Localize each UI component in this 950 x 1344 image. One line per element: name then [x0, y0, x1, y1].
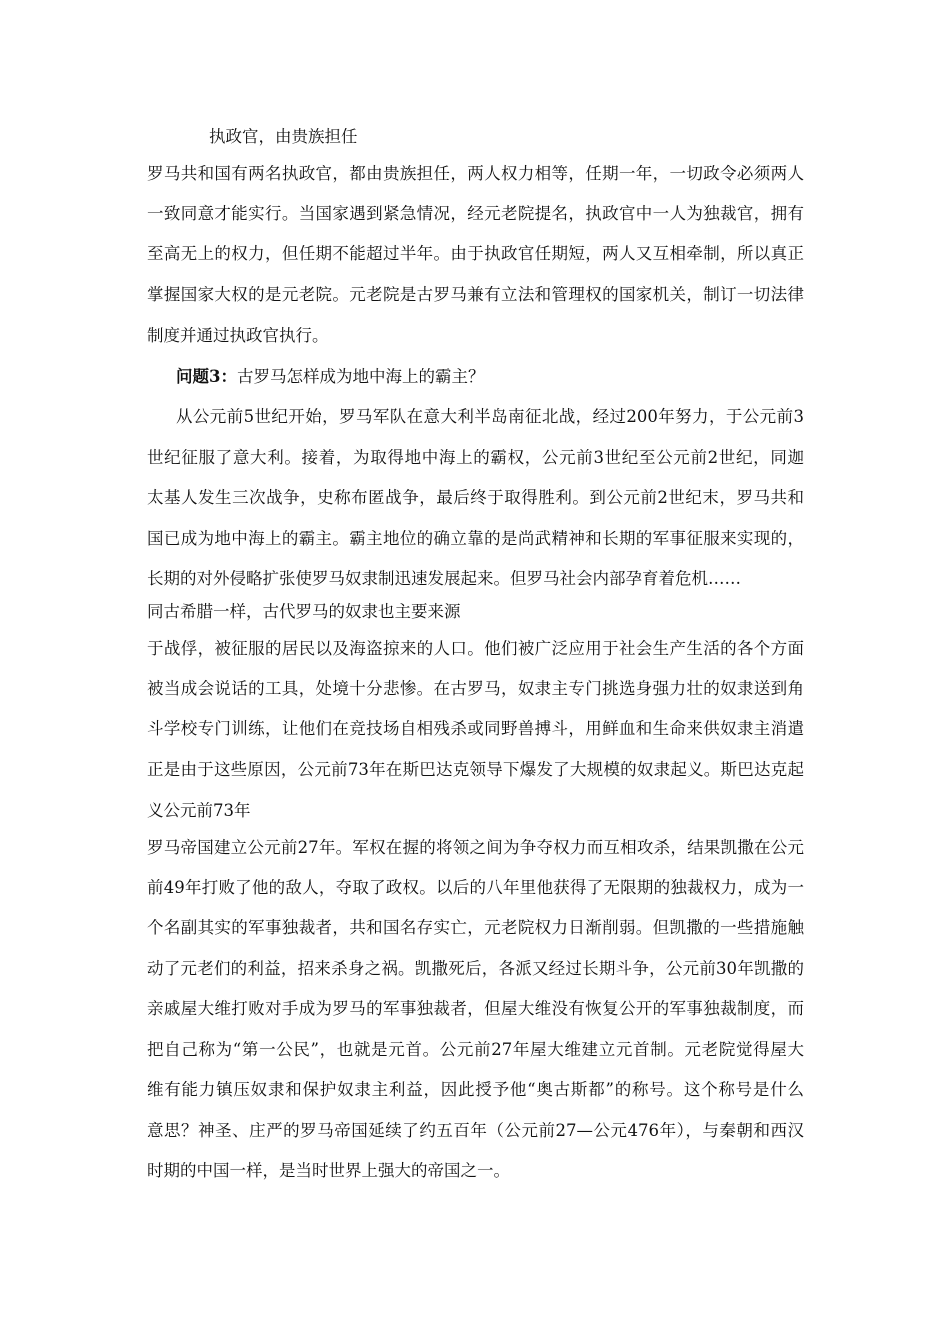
paragraph-line: 至高无上的权力，但任期不能超过半年。由于执政官任期短，两人又互相牵制，所以真正 [147, 244, 804, 263]
paragraph-line: 从公元前5世纪开始，罗马军队在意大利半岛南征北战，经过200年努力，于公元前3 [176, 407, 804, 426]
paragraph-line: 个名副其实的军事独裁者，共和国名存实亡，元老院权力日渐削弱。但凯撒的一些措施触 [147, 918, 804, 937]
paragraph-line: 维有能力镇压奴隶和保护奴隶主利益，因此授予他“奥古斯都”的称号。这个称号是什么 [147, 1080, 804, 1099]
paragraph-line: 罗马帝国建立公元前27年。军权在握的将领之间为争夺权力而互相攻杀，结果凯撒在公元 [147, 838, 804, 857]
paragraph-line: 国已成为地中海上的霸主。霸主地位的确立靠的是尚武精神和长期的军事征服来实现的， [147, 529, 804, 548]
paragraph-line: 正是由于这些原因，公元前73年在斯巴达克领导下爆发了大规模的奴隶起义。斯巴达克起 [147, 760, 804, 779]
paragraph-line: 制度并通过执政官执行。 [147, 326, 329, 345]
paragraph-line: 意思？神圣、庄严的罗马帝国延续了约五百年（公元前27—公元476年），与秦朝和西汉 [147, 1121, 804, 1140]
paragraph-line: 一致同意才能实行。当国家遇到紧急情况，经元老院提名，执政官中一人为独裁官，拥有 [147, 204, 804, 223]
paragraph-line: 太基人发生三次战争，史称布匿战争，最后终于取得胜利。到公元前2世纪末，罗马共和 [147, 488, 804, 507]
paragraph-line: 动了元老们的利益，招来杀身之祸。凯撒死后，各派又经过长期斗争，公元前30年凯撒的 [147, 959, 804, 978]
question-label: 问题3： [176, 367, 237, 386]
paragraph-line: 把自己称为“第一公民”，也就是元首。公元前27年屋大维建立元首制。元老院觉得屋大 [147, 1040, 804, 1059]
question-text: 古罗马怎样成为地中海上的霸主？ [236, 367, 485, 386]
paragraph-line: 于战俘，被征服的居民以及海盗掠来的人口。他们被广泛应用于社会生产生活的各个方面 [147, 639, 804, 658]
consul-heading: 执政官，由贵族担任 [209, 127, 358, 146]
paragraph-line: 掌握国家大权的是元老院。元老院是古罗马兼有立法和管理权的国家机关，制订一切法律 [147, 285, 804, 304]
paragraph-line: 前49年打败了他的敌人，夺取了政权。以后的八年里他获得了无限期的独裁权力，成为一 [147, 878, 804, 897]
paragraph-line: 同古希腊一样，古代罗马的奴隶也主要来源 [147, 602, 461, 621]
paragraph-line: 义公元前73年 [147, 801, 251, 820]
paragraph-line: 世纪征服了意大利。接着，为取得地中海上的霸权，公元前3世纪至公元前2世纪，同迦 [147, 448, 804, 467]
paragraph-line: 亲戚屋大维打败对手成为罗马的军事独裁者，但屋大维没有恢复公开的军事独裁制度，而 [147, 999, 804, 1018]
paragraph-line: 斗学校专门训练，让他们在竞技场自相残杀或同野兽搏斗，用鲜血和生命来供奴隶主消遣 [147, 719, 804, 738]
question-3 [176, 367, 484, 387]
paragraph-line: 时期的中国一样，是当时世界上强大的帝国之一。 [147, 1161, 510, 1180]
paragraph-line: 罗马共和国有两名执政官，都由贵族担任，两人权力相等，任期一年，一切政令必须两人 [147, 164, 804, 183]
paragraph-line: 被当成会说话的工具，处境十分悲惨。在古罗马，奴隶主专门挑选身强力壮的奴隶送到角 [147, 679, 804, 698]
paragraph-line: 长期的对外侵略扩张使罗马奴隶制迅速发展起来。但罗马社会内部孕育着危机…… [147, 569, 741, 588]
